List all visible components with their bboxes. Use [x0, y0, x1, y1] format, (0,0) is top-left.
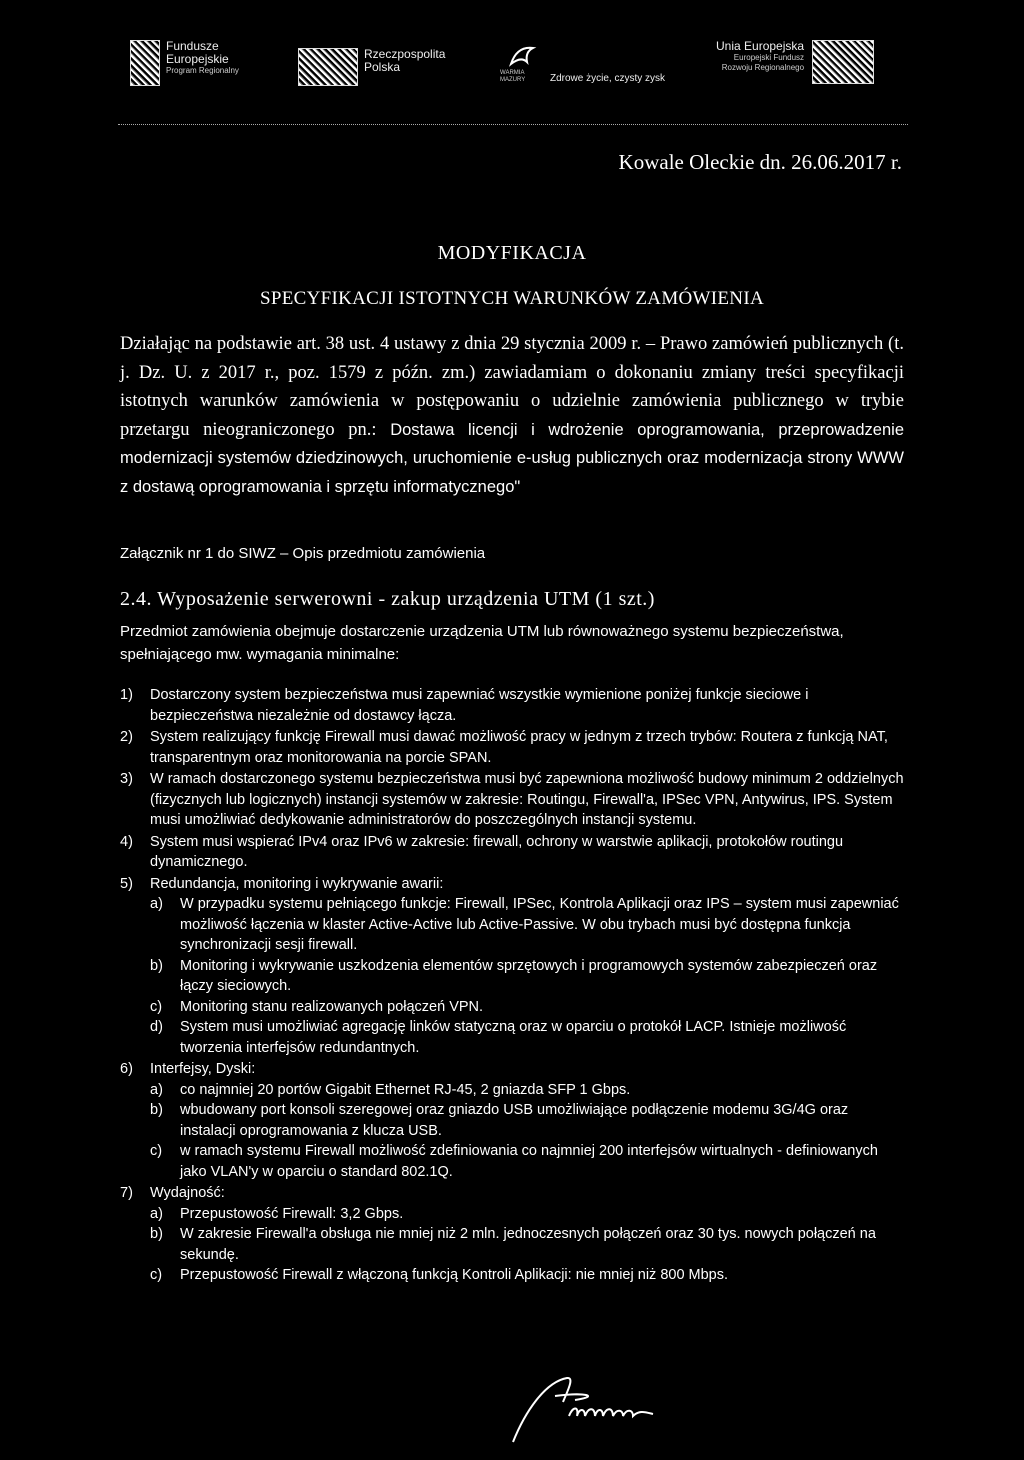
subitem-text: co najmniej 20 portów Gigabit Ethernet RJ-45, 2 gniazda SFP 1 Gbps. [180, 1081, 631, 1098]
document-date: Kowale Oleckie dn. 26.06.2017 r. [618, 150, 902, 174]
subitem-text: w ramach systemu Firewall możliwość zdefiniowania co najmniej 200 interfejsów wirtualnych - definiowanych jako VLAN'y w oparciu o standard 802.1Q. [180, 1143, 878, 1180]
requirement-number: 1) [120, 687, 133, 703]
ue-line1: Unia Europejska [716, 39, 805, 53]
signature [505, 1372, 680, 1447]
requirement-text: Dostarczony system bezpieczeństwa musi zapewniać wszystkie wymienione poniżej funkcje sieciowe i bezpieczeństwa niezależnie od dostawcy łącza. [150, 687, 809, 724]
polska-flag-icon [298, 48, 358, 86]
subitem-letter: a) [150, 1205, 163, 1222]
subitem-letter: c) [150, 1143, 163, 1159]
subitem-text: Przepustowość Firewall: 3,2 Gbps. [180, 1205, 404, 1222]
intro-paragraph [120, 330, 904, 501]
header-divider [118, 124, 908, 125]
warmia-mark: WARMIA MAZURY [500, 70, 526, 83]
requirement-text: W ramach dostarczonego systemu bezpieczeństwa musi być zapewniona możliwość budowy minimum 2 oddzielnych (fizycznych lub logicznych) instancji systemów w zakresie: Routingu, Firewall'a, IPSec VPN, Antywirus, IPS. System musi umożliwiać dedykowanie administratorów do poszczególnych instancji systemu. [150, 771, 904, 828]
section-intro: Przedmiot zamówienia obejmuje dostarczenie urządzenia UTM lub równoważnego systemu bezpieczeństwa, spełniającego mw. wymagania minimalne: [120, 623, 844, 663]
subitem-letter: c) [150, 1267, 163, 1283]
warmia-slogan: Zdrowe życie, czysty zysk [550, 73, 666, 84]
logo-bar [130, 40, 890, 100]
requirement-subitem [150, 1100, 904, 1141]
subitem-text: System musi umożliwiać agregację linków statyczną oraz w oparciu o protokół LACP. Istnieje możliwość tworzenia interfejsów redundantnych. [180, 1019, 847, 1056]
subitem-letter: d) [150, 1019, 163, 1035]
requirement-item [120, 769, 904, 831]
requirement-text: System musi wspierać IPv4 oraz IPv6 w zakresie: firewall, ochrony w warstwie aplikacji, protokołów routingu dynamicznego. [150, 833, 844, 870]
requirement-number: 6) [120, 1061, 133, 1077]
intro-text: Działając na podstawie art. 38 ust. 4 ustawy z dnia 29 stycznia 2009 r. – Prawo zamówień publicznych (t. j. Dz. U. z 2017 r., poz. 1579 z późn. zm.) zawiadamiam o dokonaniu zmiany treści specyfikacji istotnych warunków zamówienia w postępowaniu o udzielnie zamówienia publicznego w trybie przetargu nieograniczonego pn.: [120, 334, 904, 440]
subitem-text: W zakresie Firewall'a obsługa nie mniej niż 2 mln. jednoczesnych połączeń oraz 30 tys. nowych połączeń na sekundę. [180, 1226, 876, 1263]
subitem-text: Monitoring i wykrywanie uszkodzenia elementów sprzętowych i programowych systemów zabezpieczeń oraz łączy sieciowych. [180, 957, 878, 994]
requirement-text: Wydajność: [150, 1185, 225, 1201]
requirement-subitem [150, 894, 904, 956]
warmia-mazury-logo [500, 44, 665, 85]
requirement-number: 4) [120, 833, 133, 850]
subitem-letter: b) [150, 1226, 163, 1242]
subitem-text: Monitoring stanu realizowanych połączeń VPN. [180, 998, 484, 1015]
requirement-item [120, 727, 904, 768]
requirement-subitem [150, 1265, 904, 1286]
requirement-item [120, 1059, 904, 1182]
requirement-subitem [150, 1017, 904, 1058]
requirement-item [120, 685, 904, 726]
document-subtitle: SPECYFIKACJI ISTOTNYCH WARUNKÓW ZAMÓWIENIA [260, 288, 764, 309]
requirement-item [120, 832, 904, 873]
fundusze-line1: Fundusze [166, 39, 219, 53]
subitem-letter: b) [150, 1102, 163, 1118]
requirement-subitem [150, 1224, 904, 1265]
requirement-item [120, 874, 904, 1059]
polska-logo [298, 48, 445, 86]
subitem-letter: c) [150, 998, 163, 1015]
subitem-letter: a) [150, 896, 163, 912]
document-title: MODYFIKACJA [437, 242, 587, 264]
section-title: 2.4. Wyposażenie serwerowni - zakup urządzenia UTM (1 szt.) [120, 588, 655, 610]
requirement-subitem [150, 1141, 904, 1182]
requirement-text: Interfejsy, Dyski: [150, 1061, 256, 1077]
polska-line1: Rzeczpospolita [364, 47, 446, 61]
requirement-subitem [150, 956, 904, 997]
polska-line2: Polska [364, 60, 401, 74]
subitem-letter: a) [150, 1081, 163, 1098]
subitem-text: wbudowany port konsoli szeregowej oraz gniazdo USB umożliwiające podłączenie modemu 3G/4G oraz instalacji oprogramowania z klucza USB. [180, 1102, 849, 1139]
requirement-text: Redundancja, monitoring i wykrywanie awarii: [150, 875, 444, 892]
attachment-heading: Załącznik nr 1 do SIWZ – Opis przedmiotu zamówienia [120, 545, 486, 562]
subitem-text: Przepustowość Firewall z włączoną funkcją Kontroli Aplikacji: nie mniej niż 800 Mbps. [180, 1267, 729, 1283]
ue-line2: Europejski Fundusz [733, 53, 805, 62]
unia-europejska-logo [710, 40, 874, 84]
fundusze-emblem-icon [130, 40, 160, 86]
requirement-subitem [150, 1204, 904, 1225]
requirements-list [120, 685, 904, 1287]
requirement-number: 2) [120, 729, 133, 745]
requirement-number: 5) [120, 875, 133, 892]
requirement-number: 7) [120, 1185, 133, 1201]
fundusze-line2: Europejskie [166, 52, 229, 66]
warmia-bird-icon [507, 44, 537, 70]
requirement-subitem [150, 1080, 904, 1101]
project-name: Dostawa licencji i wdrożenie oprogramowania, przeprowadzenie modernizacji systemów dziedzinowych, uruchomienie e-usług publicznych oraz modernizacja strony WWW z dostawą oprogramowania i sprzętu informatycznego" [120, 420, 904, 496]
eu-flag-icon [812, 40, 874, 84]
requirement-number: 3) [120, 771, 133, 787]
fundusze-line3: Program Regionalny [166, 66, 239, 75]
requirement-item [120, 1183, 904, 1286]
requirement-subitem [150, 997, 904, 1018]
subitem-letter: b) [150, 957, 163, 974]
subitem-text: W przypadku systemu pełniącego funkcje: Firewall, IPSec, Kontrola Aplikacji oraz IPS – system musi zapewniać możliwość łączenia w klaster Active-Active lub Active-Passive. W obu trybach musi być dostępna funkcja synchronizacji sesji firewall. [180, 896, 899, 953]
ue-line3: Rozwoju Regionalnego [721, 63, 805, 72]
requirement-text: System realizujący funkcję Firewall musi dawać możliwość pracy w jednym z trzech trybów: Routera z funkcją NAT, transparentnym oraz monitorowania na porcie SPAN. [150, 729, 888, 766]
fundusze-europejskie-logo [130, 40, 239, 86]
